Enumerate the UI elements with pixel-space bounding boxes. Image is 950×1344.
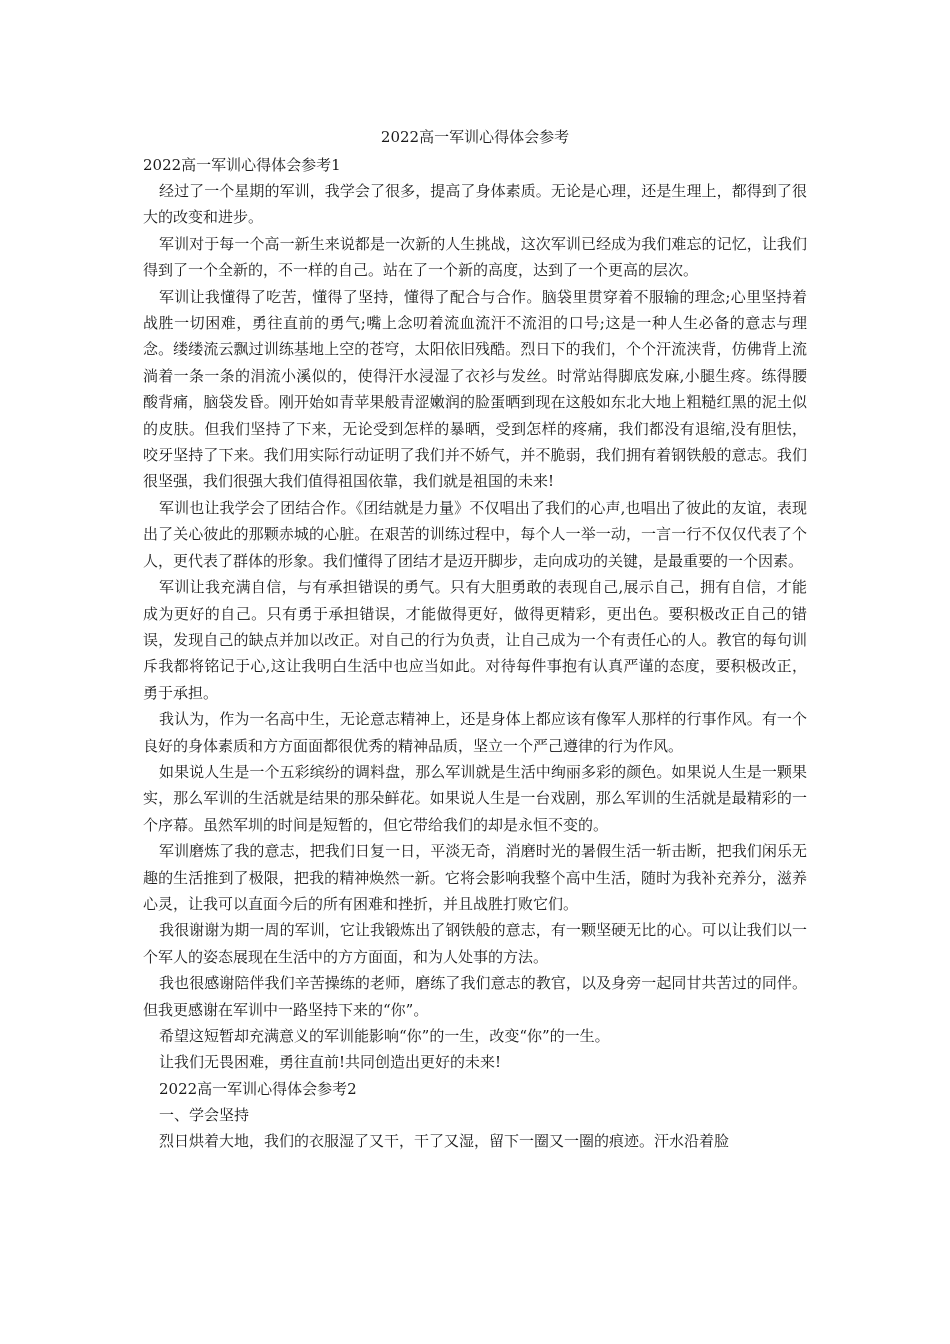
- section-2-heading: 2022高一军训心得体会参考2: [159, 1079, 357, 1098]
- paragraph: 军训让我懂得了吃苦，懂得了坚持，懂得了配合与合作。脑袋里贯穿着不服输的理念;心里坚持着战胜一切困难，勇往直前的勇气;嘴上念叨着流血流汗不流泪的口号;这是一种人生必备的意志与理念。缕缕流云飘过训练基地上空的苍穹，太阳依旧残酷。烈日下的我们，个个汗流浃背，仿佛背上流淌着一条一条的涓流小溪似的，使得汗水浸湿了衣衫与发丝。时常站得脚底发麻,小腿生疼。练得腰酸背痛，脑袋发昏。刚开始如青苹果般青涩嫩润的脸蛋晒到现在这般如东北大地上粗糙红黑的泥土似的皮肤。但我们坚持了下来，无论受到怎样的暴晒，受到怎样的疼痛，我们都没有退缩,没有胆怯，咬牙坚持了下来。我们用实际行动证明了我们并不娇气，并不脆弱，我们拥有着钢铁般的意志。我们很坚强，我们很强大我们值得祖国依靠，我们就是祖国的未来!: [143, 287, 807, 491]
- paragraph: 军训也让我学会了团结合作。《团结就是力量》不仅唱出了我们的心声,也唱出了彼此的友谊，表现出了关心彼此的那颗赤城的心脏。在艰苦的训练过程中，每个人一举一动，一言一行不仅仅代表了个人，更代表了群体的形象。我们懂得了团结才是迈开脚步，走向成功的关键，是最重要的一个因素。: [143, 498, 807, 570]
- paragraph: 我很谢谢为期一周的军训，它让我锻炼出了钢铁般的意志，有一颗坚硬无比的心。可以让我们以一个军人的姿态展现在生活中的方方面面，和为人处事的方法。: [143, 921, 807, 966]
- document-body: [143, 124, 807, 1154]
- paragraph: 我也很感谢陪伴我们辛苦操练的老师，磨练了我们意志的教官，以及身旁一起同甘共苦过的同伴。但我更感谢在军训中一路坚持下来的“你”。: [143, 974, 807, 1019]
- paragraph: 如果说人生是一个五彩缤纷的调料盘，那么军训就是生活中绚丽多彩的颜色。如果说人生是一颗果实，那么军训的生活就是结果的那朵鲜花。如果说人生是一台戏剧，那么军训的生活就是最精彩的一个序幕。虽然军圳的时间是短暂的，但它带给我们的却是永恒不变的。: [143, 762, 807, 834]
- paragraph: 经过了一个星期的军训，我学会了很多，提高了身体素质。无论是心理，还是生理上，都得到了很大的改变和进步。: [143, 182, 807, 227]
- paragraph: 烈日烘着大地，我们的衣服湿了又干，干了又湿，留下一圈又一圈的痕迹。汗水沿着脸: [159, 1131, 730, 1150]
- paragraph: 军训让我充满自信，与有承担错误的勇气。只有大胆勇敢的表现自己,展示自己，拥有自信，才能成为更好的自己。只有勇于承担错误，才能做得更好，做得更精彩，更出色。要积极改正自己的错误，发现自己的缺点并加以改正。对自己的行为负责，让自己成为一个有责任心的人。教官的每句训斥我都将铭记于心,这让我明白生活中也应当如此。对待每件事抱有认真严谨的态度，要积极改正，勇于承担。: [143, 578, 807, 702]
- paragraph: 军训磨炼了我的意志，把我们日复一日，平淡无奇，消磨时光的暑假生活一斩击断，把我们闲乐无趣的生活推到了极限，把我的精神焕然一新。它将会影响我整个高中生活，随时为我补充养分，滋养心灵，让我可以直面今后的所有困难和挫折，并且战胜打败它们。: [143, 842, 807, 913]
- document-title: 2022高一军训心得体会参考: [380, 128, 570, 146]
- section-1-heading: 2022高一军训心得体会参考1: [143, 156, 341, 174]
- section-2-subheading: 一、学会坚持: [159, 1105, 250, 1124]
- paragraph: 让我们无畏困难，勇往直前!共同创造出更好的未来!: [159, 1053, 502, 1072]
- paragraph: 军训对于每一个高一新生来说都是一次新的人生挑战，这次军训已经成为我们难忘的记忆，让我们得到了一个全新的，不一样的自己。站在了一个新的高度，达到了一个更高的层次。: [143, 234, 807, 280]
- paragraph: 希望这短暂却充满意义的军训能影响“你”的一生，改变“你”的一生。: [159, 1027, 610, 1045]
- paragraph: 我认为，作为一名高中生，无论意志精神上，还是身体上都应该有像军人那样的行事作风。有一个良好的身体素质和方方面面都很优秀的精神品质，坚立一个严己遵律的行为作风。: [143, 710, 807, 755]
